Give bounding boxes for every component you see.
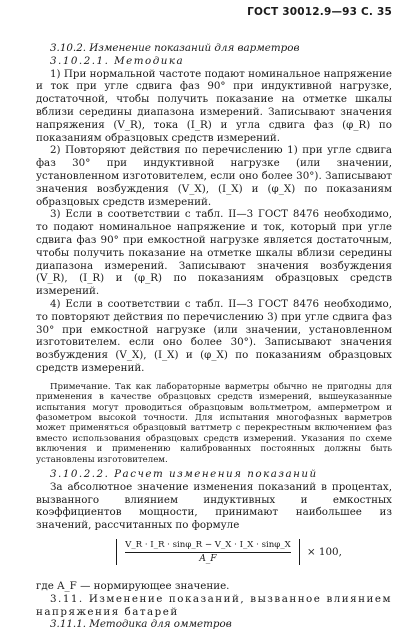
paragraph-5: За абсолютное значение изменения показаний в процентах, вызванного влиянием индуктивных и емкостных коэффициентов мощности, принимают наибольшее из значений, рассчитанных по формуле bbox=[36, 480, 392, 532]
section-3-10-2-2-heading: 3.10.2.2. Расчет изменения показаний bbox=[50, 467, 318, 480]
paragraph-2: 2) Повторяют действия по перечислению 1) при угле сдвига фаз 30° при индуктивной нагрузке (или значении, установленном изготовителем, если оно более 30°). Записывают значения возбуждения (V_X), (I_X) и (φ_X) по показаниям образцовых средств измерений. bbox=[36, 144, 392, 208]
section-3-10-2-1-heading: 3.10.2.1. Методика bbox=[50, 54, 185, 67]
formula-absolute-value bbox=[116, 539, 300, 565]
section-3-11-heading: 3.11. Изменение показаний, вызванное влиянием напряжения батарей bbox=[36, 592, 392, 618]
page-header: ГОСТ 30012.9—93 С. 35 bbox=[247, 6, 392, 18]
section-3-11-1-heading: 3.11.1. Методика для омметров bbox=[50, 618, 232, 631]
section-3-10-2-heading: 3.10.2. Изменение показаний для варметров bbox=[50, 42, 300, 54]
formula bbox=[36, 539, 392, 575]
note-paragraph: Примечание. Так как лабораторные варметры обычно не пригодны для применения в качестве образцовых средств измерений, вышеуказанные испытания могут проводиться образцовым вольтметром, амперметром и фазометром высокой точности. Для испытания многофазных варметров может применяться образцовый ваттметр с перекрестным включением фаз вместо использования образцовых средств измерений. Указания по схеме включения и применению калиброванных постоянных должны быть установлены изготовителем. bbox=[36, 381, 392, 465]
paragraph-4: 4) Если в соответствии с табл. II—3 ГОСТ 8476 необходимо, то повторяют действия по перечислению 3) при угле сдвига фаз 30° при емкостной нагрузке (или значении, установленном изготовителем. если оно более 30°). Записывают значения возбуждения (V_X), (I_X) и (φ_X) по показаниям образцовых средств измерений. bbox=[36, 297, 392, 374]
paragraph-3: 3) Если в соответствии с табл. II—3 ГОСТ 8476 необходимо, то подают номинальное напряжение и ток, который при угле сдвига фаз 90° при емкостной нагрузке является достаточным, чтобы получить показание на отметке шкалы вблизи середины диапазона измерений. Записывают значения возбуждения (V_R), (I_R) и (φ_R) по показаниям образцовых средств измерений. bbox=[36, 208, 392, 298]
formula-denominator: A_F bbox=[199, 553, 217, 564]
formula-numerator: V_R · I_R · sinφ_R − V_X · I_X · sinφ_X bbox=[125, 539, 291, 553]
where-clause: где A_F — нормирующее значение. bbox=[36, 579, 230, 592]
paragraph-1: 1) При нормальной частоте подают номинальное напряжение и ток при угле сдвига фаз 90° при индуктивной нагрузке, достаточной, чтобы получить показание на отметке шкалы вблизи середины диапазона измерений. Записывают значения напряжения (V_R), тока (I_R) и угла сдвига фаз (φ_R) по показаниям образцовых средств измерений. bbox=[36, 67, 392, 144]
document-body bbox=[36, 42, 392, 631]
formula-multiplier: × 100, bbox=[307, 545, 342, 558]
